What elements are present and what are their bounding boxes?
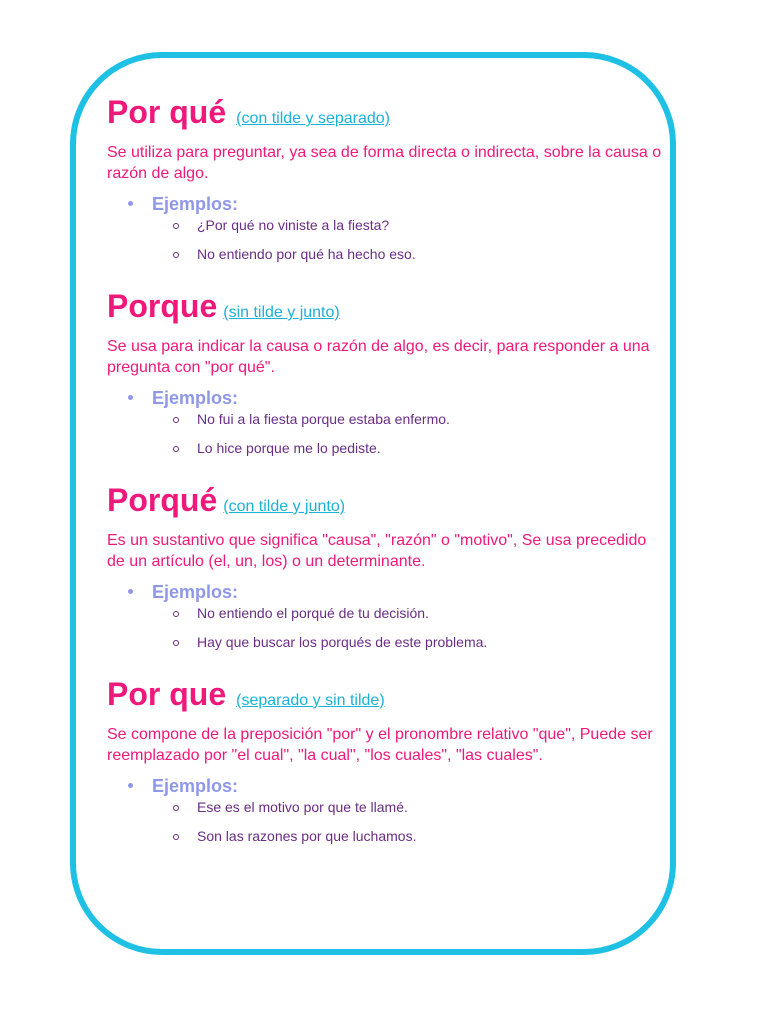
examples-label: Ejemplos: xyxy=(152,388,239,408)
example-text: Son las razones por que luchamos. xyxy=(197,828,417,844)
example-item xyxy=(107,216,667,245)
section-por-que-tilde xyxy=(107,94,667,274)
section-title: Por que xyxy=(107,676,227,712)
example-item xyxy=(107,245,667,274)
circle-bullet-icon xyxy=(173,223,179,229)
example-item xyxy=(107,410,667,439)
section-porque-tilde xyxy=(107,482,667,662)
bullet-icon xyxy=(128,783,133,788)
examples-label: Ejemplos: xyxy=(152,582,239,602)
section-title: Porque xyxy=(107,288,218,324)
section-por-que-relativo xyxy=(107,676,667,856)
example-text: No fui a la fiesta porque estaba enfermo. xyxy=(197,411,450,427)
section-heading xyxy=(107,482,667,518)
section-subtitle-link[interactable]: (con tilde y junto) xyxy=(223,498,346,515)
section-title: Porqué xyxy=(107,482,218,518)
example-text: ¿Por qué no viniste a la fiesta? xyxy=(197,217,390,233)
examples-header xyxy=(107,580,667,604)
section-subtitle-link[interactable]: (separado y sin tilde) xyxy=(236,692,385,709)
section-porque xyxy=(107,288,667,468)
circle-bullet-icon xyxy=(173,417,179,423)
examples-header xyxy=(107,192,667,216)
section-title: Por qué xyxy=(107,94,227,130)
example-text: No entiendo por qué ha hecho eso. xyxy=(197,246,416,262)
section-heading xyxy=(107,94,667,130)
circle-bullet-icon xyxy=(173,834,179,840)
example-item xyxy=(107,798,667,827)
examples-header xyxy=(107,774,667,798)
section-description: Es un sustantivo que significa "causa", "razón" o "motivo", Se usa precedido de un artículo (el, un, los) o un determinante. xyxy=(107,532,647,570)
bullet-icon xyxy=(128,201,133,206)
examples-label: Ejemplos: xyxy=(152,776,239,796)
example-text: Ese es el motivo por que te llamé. xyxy=(197,799,408,815)
example-text: No entiendo el porqué de tu decisión. xyxy=(197,605,429,621)
circle-bullet-icon xyxy=(173,805,179,811)
examples-label: Ejemplos: xyxy=(152,194,239,214)
example-item xyxy=(107,827,667,856)
section-subtitle-link[interactable]: (sin tilde y junto) xyxy=(223,304,340,321)
section-subtitle-link[interactable]: (con tilde y separado) xyxy=(236,110,390,127)
examples-header xyxy=(107,386,667,410)
bullet-icon xyxy=(128,395,133,400)
example-item xyxy=(107,439,667,468)
circle-bullet-icon xyxy=(173,446,179,452)
section-description: Se compone de la preposición "por" y el pronombre relativo "que", Puede ser reemplazado por "el cual", "la cual", "los cuales", "las cuales". xyxy=(107,726,653,764)
section-heading xyxy=(107,676,667,712)
circle-bullet-icon xyxy=(173,252,179,258)
circle-bullet-icon xyxy=(173,611,179,617)
section-heading xyxy=(107,288,667,324)
section-description: Se usa para indicar la causa o razón de algo, es decir, para responder a una pregunta con "por qué". xyxy=(107,338,650,376)
bullet-icon xyxy=(128,589,133,594)
example-text: Lo hice porque me lo pediste. xyxy=(197,440,381,456)
example-item xyxy=(107,633,667,662)
section-description: Se utiliza para preguntar, ya sea de forma directa o indirecta, sobre la causa o razón de algo. xyxy=(107,144,662,182)
example-item xyxy=(107,604,667,633)
example-text: Hay que buscar los porqués de este problema. xyxy=(197,634,488,650)
circle-bullet-icon xyxy=(173,640,179,646)
